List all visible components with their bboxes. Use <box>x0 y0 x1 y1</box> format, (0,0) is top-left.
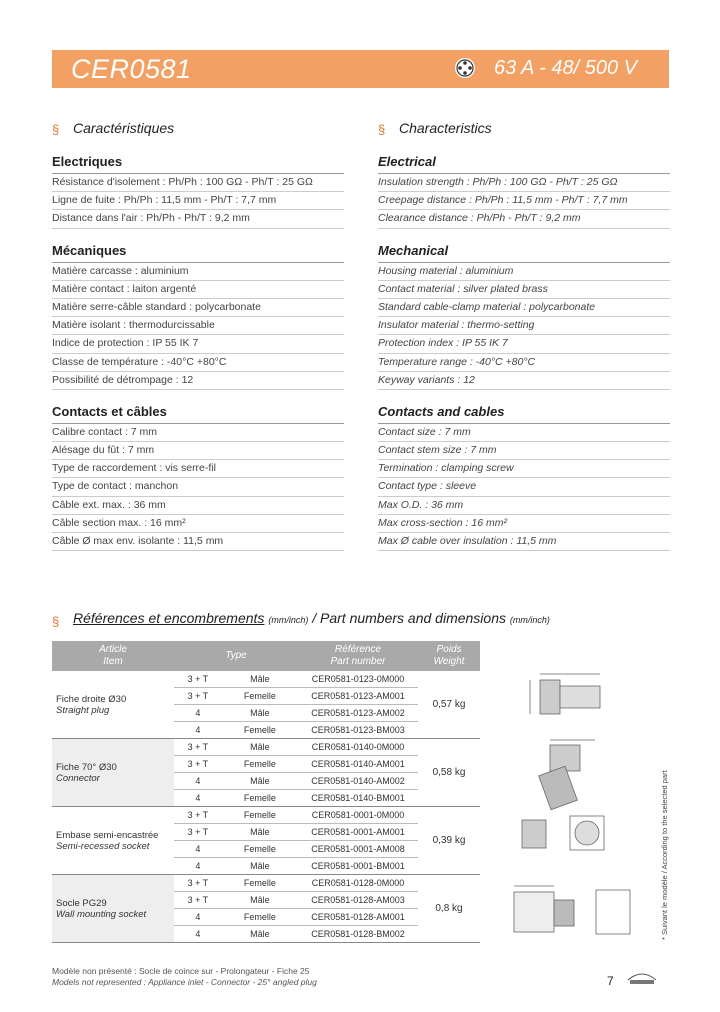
ref-cell: CER0581-0128-AM001 <box>298 909 418 926</box>
table-row <box>52 807 480 824</box>
kind-cell: Femelle <box>222 790 298 807</box>
page-number: 7 <box>607 974 614 988</box>
semi-recessed-socket-drawing <box>522 816 604 850</box>
ref-cell: CER0581-0128-AM003 <box>298 892 418 909</box>
section-bullet-icon: § <box>52 614 60 629</box>
spec-row: Contact material : silver plated brass <box>378 281 670 299</box>
characteristics-fr <box>52 118 344 565</box>
header-bar <box>52 50 669 88</box>
spec-group <box>52 243 344 390</box>
type-cell: 3 + T <box>174 756 222 773</box>
spec-row: Contact stem size : 7 mm <box>378 442 670 460</box>
product-code: CER0581 <box>71 54 192 84</box>
type-cell: 3 + T <box>174 671 222 688</box>
spec-row: Possibilité de détrompage : 12 <box>52 372 344 390</box>
spec-group-title: Contacts et câbles <box>52 404 344 424</box>
weight-cell: 0,58 kg <box>418 739 480 807</box>
spec-row: Indice de protection : IP 55 IK 7 <box>52 335 344 353</box>
spec-row: Résistance d'isolement : Ph/Ph : 100 GΩ - Ph/T : 25 GΩ <box>52 174 344 192</box>
kind-cell: Femelle <box>222 807 298 824</box>
ref-cell: CER0581-0140-0M000 <box>298 739 418 756</box>
kind-cell: Femelle <box>222 688 298 705</box>
ref-cell: CER0581-0123-AM001 <box>298 688 418 705</box>
col-article: Article Item <box>52 641 174 671</box>
spec-row: Classe de température : -40°C +80°C <box>52 354 344 372</box>
spec-group <box>378 243 670 390</box>
article-cell: Fiche droite Ø30 Straight plug <box>52 671 174 739</box>
spec-row: Alésage du fût : 7 mm <box>52 442 344 460</box>
spec-row: Ligne de fuite : Ph/Ph : 11,5 mm - Ph/T : 7,7 mm <box>52 192 344 210</box>
spec-row: Housing material : aluminium <box>378 263 670 281</box>
spec-row: Insulator material : thermo-setting <box>378 317 670 335</box>
spec-row: Max cross-section : 16 mm² <box>378 515 670 533</box>
references-title: § Références et encombrements (mm/inch) / Part numbers and dimensions (mm/inch) <box>52 610 550 629</box>
type-cell: 4 <box>174 790 222 807</box>
ref-cell: CER0581-0140-BM001 <box>298 790 418 807</box>
weight-cell: 0,8 kg <box>418 875 480 943</box>
spec-group <box>378 154 670 229</box>
kind-cell: Femelle <box>222 841 298 858</box>
spec-group-title: Mechanical <box>378 243 670 263</box>
type-cell: 4 <box>174 722 222 739</box>
kind-cell: Femelle <box>222 909 298 926</box>
footer-note-en: Models not represented : Appliance inlet - Connector - 25° angled plug <box>52 977 317 987</box>
article-cell: Fiche 70° Ø30 Connector <box>52 739 174 807</box>
type-cell: 4 <box>174 841 222 858</box>
wall-socket-drawing <box>514 886 630 934</box>
rating-text: 63 A - 48/ 500 V <box>494 57 638 79</box>
spec-row: Matière carcasse : aluminium <box>52 263 344 281</box>
spec-group-title: Electriques <box>52 154 344 174</box>
spec-row: Câble section max. : 16 mm² <box>52 515 344 533</box>
type-cell: 3 + T <box>174 875 222 892</box>
spec-group <box>52 154 344 229</box>
ref-cell: CER0581-0001-0M000 <box>298 807 418 824</box>
spec-row: Type de raccordement : vis serre-fil <box>52 460 344 478</box>
table-row <box>52 875 480 892</box>
kind-cell: Femelle <box>222 756 298 773</box>
spec-group-title: Contacts and cables <box>378 404 670 424</box>
ref-cell: CER0581-0123-AM002 <box>298 705 418 722</box>
kind-cell: Mâle <box>222 739 298 756</box>
section-title-en: § Characteristics <box>378 120 492 137</box>
spec-row: Contact type : sleeve <box>378 478 670 496</box>
kind-cell: Mâle <box>222 824 298 841</box>
spec-row: Contact size : 7 mm <box>378 424 670 442</box>
kind-cell: Femelle <box>222 875 298 892</box>
ref-cell: CER0581-0128-BM002 <box>298 926 418 943</box>
references-table <box>52 641 480 943</box>
spec-row: Temperature range : -40°C +80°C <box>378 354 670 372</box>
spec-group <box>378 404 670 551</box>
type-cell: 4 <box>174 926 222 943</box>
spec-row: Type de contact : manchon <box>52 478 344 496</box>
section-bullet-icon: § <box>52 122 60 137</box>
footer-note-fr: Modèle non présenté : Socle de coince sur - Prolongateur - Fiche 25 <box>52 966 310 976</box>
spec-row: Protection index : IP 55 IK 7 <box>378 335 670 353</box>
article-cell: Embase semi-encastrée Semi-recessed socket <box>52 807 174 875</box>
spec-row: Max Ø cable over insulation : 11,5 mm <box>378 533 670 551</box>
spec-group-title: Mécaniques <box>52 243 344 263</box>
kind-cell: Mâle <box>222 705 298 722</box>
spec-row: Matière serre-câble standard : polycarbonate <box>52 299 344 317</box>
kind-cell: Mâle <box>222 671 298 688</box>
connector-drawing <box>539 740 595 810</box>
ref-cell: CER0581-0123-BM003 <box>298 722 418 739</box>
type-cell: 3 + T <box>174 739 222 756</box>
pin-layout-icon <box>454 57 476 79</box>
spec-row: Standard cable-clamp material : polycarbonate <box>378 299 670 317</box>
spec-row: Insulation strength : Ph/Ph : 100 GΩ - Ph/T : 25 GΩ <box>378 174 670 192</box>
kind-cell: Mâle <box>222 773 298 790</box>
type-cell: 3 + T <box>174 688 222 705</box>
spec-group-title: Electrical <box>378 154 670 174</box>
section-title-fr: § Caractéristiques <box>52 120 175 137</box>
spec-row: Max O.D. : 36 mm <box>378 497 670 515</box>
spec-row: Termination : clamping screw <box>378 460 670 478</box>
spec-row: Matière contact : laiton argenté <box>52 281 344 299</box>
section-bullet-icon: § <box>378 122 386 137</box>
ref-cell: CER0581-0001-AM001 <box>298 824 418 841</box>
weight-cell: 0,57 kg <box>418 671 480 739</box>
kind-cell: Mâle <box>222 926 298 943</box>
weight-cell: 0,39 kg <box>418 807 480 875</box>
type-cell: 3 + T <box>174 807 222 824</box>
ref-cell: CER0581-0001-BM001 <box>298 858 418 875</box>
type-cell: 4 <box>174 858 222 875</box>
spec-row: Keyway variants : 12 <box>378 372 670 390</box>
spec-row: Creepage distance : Ph/Ph : 11,5 mm - Ph/T : 7,7 mm <box>378 192 670 210</box>
spec-group <box>52 404 344 551</box>
ref-cell: CER0581-0140-AM002 <box>298 773 418 790</box>
spec-row: Matière isolant : thermodurcissable <box>52 317 344 335</box>
kind-cell: Femelle <box>222 722 298 739</box>
kind-cell: Mâle <box>222 858 298 875</box>
ref-cell: CER0581-0123-0M000 <box>298 671 418 688</box>
article-cell: Socle PG29 Wall mounting socket <box>52 875 174 943</box>
type-cell: 3 + T <box>174 892 222 909</box>
type-cell: 4 <box>174 909 222 926</box>
ref-cell: CER0581-0128-0M000 <box>298 875 418 892</box>
straight-plug-drawing <box>530 674 600 714</box>
characteristics-en <box>378 118 670 565</box>
dimension-drawings <box>500 660 650 950</box>
side-note: * Suivant le modèle / According to the selected part <box>660 770 669 940</box>
col-weight: Poids Weight <box>418 641 480 671</box>
kind-cell: Mâle <box>222 892 298 909</box>
type-cell: 4 <box>174 705 222 722</box>
type-cell: 3 + T <box>174 824 222 841</box>
brand-logo <box>624 966 660 988</box>
spec-row: Câble ext. max. : 36 mm <box>52 497 344 515</box>
col-type: Type <box>174 641 298 671</box>
spec-row: Distance dans l'air : Ph/Ph - Ph/T : 9,2 mm <box>52 210 344 228</box>
table-row <box>52 671 480 688</box>
spec-row: Calibre contact : 7 mm <box>52 424 344 442</box>
spec-row: Clearance distance : Ph/Ph - Ph/T : 9,2 mm <box>378 210 670 228</box>
ref-cell: CER0581-0140-AM001 <box>298 756 418 773</box>
table-row <box>52 739 480 756</box>
col-reference: Référence Part number <box>298 641 418 671</box>
ref-cell: CER0581-0001-AM008 <box>298 841 418 858</box>
type-cell: 4 <box>174 773 222 790</box>
spec-row: Câble Ø max env. isolante : 11,5 mm <box>52 533 344 551</box>
